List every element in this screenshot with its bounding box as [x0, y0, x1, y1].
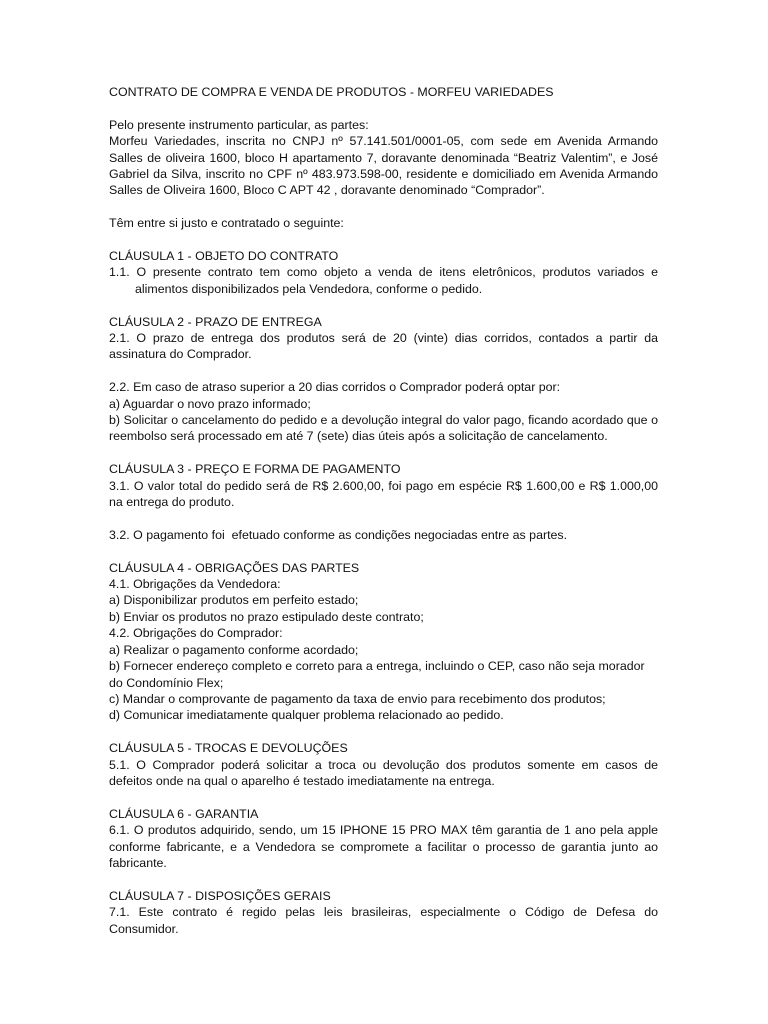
clause-4-heading: CLÁUSULA 4 - OBRIGAÇÕES DAS PARTES: [109, 560, 360, 575]
clause-3-heading: CLÁUSULA 3 - PREÇO E FORMA DE PAGAMENTO: [109, 462, 401, 477]
document-title: CONTRATO DE COMPRA E VENDA DE PRODUTOS - MORFEU VARIEDADES: [109, 85, 554, 99]
clause-3-item-1: 3.1. O valor total do pedido será de R$ 2.600,00, foi pago em espécie R$ 1.600,00 e R$ 1.000,00 na entrega do produto.: [109, 478, 658, 510]
clause-4-seller-b: b) Enviar os produtos no prazo estipulado deste contrato;: [109, 609, 424, 624]
clause-4-item-1: 4.1. Obrigações da Vendedora:: [109, 577, 281, 592]
clause-2-option-a: a) Aguardar o novo prazo informado;: [109, 396, 311, 411]
clause-6-item-1: 6.1. O produtos adquirido, sendo, um 15 IPHONE 15 PRO MAX têm garantia de 1 ano pela apple conforme fabricante, e a Vendedora se compromete a facilitar o processo de garantia junto ao fabricante.: [109, 823, 658, 870]
spacer: [109, 100, 658, 116]
intro-parties: Morfeu Variedades, inscrita no CNPJ nº 57.141.501/0001-05, com sede em Avenida Armando Salles de oliveira 1600, bloco H apartamento 7, doravante denominada “Beatriz Valentim”, e José Gabriel da Silva, inscrito no CPF nº 483.973.598-00, residente e domiciliado em Avenida Armando Salles de Oliveira 1600, Bloco C APT 42 , doravante denominado “Comprador”.: [109, 134, 658, 198]
clause-2-option-b: b) Solicitar o cancelamento do pedido e a devolução integral do valor pago, ficando acordado que o reembolso será processado em até 7 (sete) dias úteis após a solicitação de cancelamento.: [109, 413, 658, 444]
clause-2-item-1: 2.1. O prazo de entrega dos produtos será de 20 (vinte) dias corridos, contados a partir da assinatura do Comprador.: [109, 331, 658, 362]
clause-3-item-2: 3.2. O pagamento foi efetuado conforme as condições negociadas entre as partes.: [109, 527, 568, 542]
clause-5-item-1: 5.1. O Comprador poderá solicitar a troca ou devolução dos produtos somente em casos de defeitos onde na qual o aparelho é testado imediatamente na entrega.: [109, 757, 658, 788]
clause-1-heading: CLÁUSULA 1 - OBJETO DO CONTRATO: [109, 249, 339, 264]
spacer: [109, 724, 658, 740]
clause-6-heading: CLÁUSULA 6 - GARANTIA: [109, 806, 259, 821]
spacer: [109, 445, 658, 461]
spacer: [109, 543, 658, 559]
contract-page: [109, 84, 658, 937]
spacer: [109, 789, 658, 805]
spacer: [109, 199, 658, 215]
spacer: [109, 232, 658, 248]
clause-2-heading: CLÁUSULA 2 - PRAZO DE ENTREGA: [109, 314, 322, 329]
clause-4-buyer-a: a) Realizar o pagamento conforme acordado;: [109, 642, 359, 657]
intro-agreement: Têm entre si justo e contratado o seguinte:: [109, 216, 344, 231]
clause-4-buyer-d: d) Comunicar imediatamente qualquer problema relacionado ao pedido.: [109, 708, 504, 723]
spacer: [109, 871, 658, 887]
clause-4-item-2: 4.2. Obrigações do Comprador:: [109, 626, 283, 641]
clause-4-seller-a: a) Disponibilizar produtos em perfeito estado;: [109, 593, 359, 608]
clause-5-heading: CLÁUSULA 5 - TROCAS E DEVOLUÇÕES: [109, 741, 348, 756]
clause-1-item-1: 1.1. O presente contrato tem como objeto a venda de itens eletrônicos, produtos variados e alimentos disponibilizados pela Vendedora, conforme o pedido.: [109, 265, 658, 296]
spacer: [109, 297, 658, 313]
clause-7-heading: CLÁUSULA 7 - DISPOSIÇÕES GERAIS: [109, 888, 331, 903]
intro-lead: Pelo presente instrumento particular, as partes:: [109, 117, 369, 132]
clause-7-item-1: 7.1. Este contrato é regido pelas leis brasileiras, especialmente o Código de Defesa do Consumidor.: [109, 905, 658, 936]
spacer: [109, 363, 658, 379]
spacer: [109, 510, 658, 526]
clause-4-buyer-c: c) Mandar o comprovante de pagamento da taxa de envio para recebimento dos produtos;: [109, 691, 606, 706]
clause-2-item-2: 2.2. Em caso de atraso superior a 20 dias corridos o Comprador poderá optar por:: [109, 380, 561, 395]
clause-4-buyer-b: b) Fornecer endereço completo e correto para a entrega, incluindo o CEP, caso não seja morador do Condomínio Flex;: [109, 659, 645, 690]
